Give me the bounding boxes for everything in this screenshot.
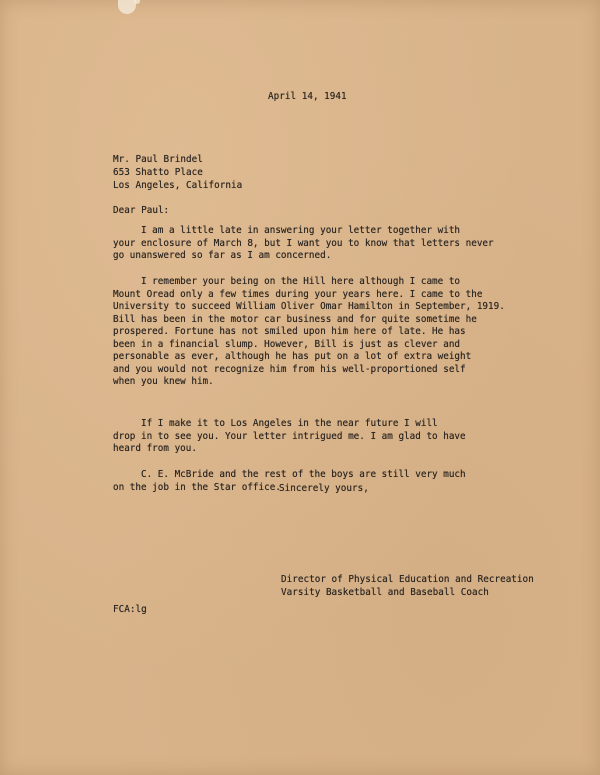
- paragraph-line: and you would not recognize him from his well-proportioned self: [113, 363, 466, 375]
- paragraph-line: when you knew him.: [113, 376, 214, 387]
- typist-initials: FCA:lg: [113, 604, 147, 615]
- paragraph-line: I am a little late in answering your letter together with: [113, 225, 461, 236]
- paper-tear-mark-small: [134, 0, 140, 4]
- salutation: Dear Paul:: [113, 205, 170, 216]
- paragraph-line: personable as ever, although he has put on a lot of extra weight: [113, 351, 472, 362]
- paragraph-line: your enclosure of March 8, but I want you to know that letters never: [113, 237, 494, 249]
- paragraph-line: been in a financial slump. However, Bill is just as clever and: [113, 338, 461, 350]
- recipient-street: 653 Shatto Place: [113, 167, 203, 178]
- paragraph-line: I remember your being on the Hill here although I came to: [113, 276, 461, 287]
- paragraph-line: C. E. McBride and the rest of the boys are still very much: [113, 469, 466, 480]
- paragraph-line: drop in to see you. Your letter intrigued me. I am glad to have: [113, 430, 466, 442]
- closing: Sincerely yours,: [279, 483, 369, 494]
- recipient-city: Los Angeles, California: [113, 180, 243, 191]
- paragraph-line: If I make it to Los Angeles in the near future I will: [113, 418, 438, 429]
- paragraph-3: [113, 418, 466, 456]
- paragraph-2: [113, 276, 505, 389]
- paragraph-line: Bill has been in the motor car business and for quite sometime he: [113, 313, 477, 325]
- paragraph-1: [113, 225, 494, 263]
- paragraph-line: go unanswered so far as I am concerned.: [113, 250, 332, 261]
- signature-title-line-1: Director of Physical Education and Recreation: [281, 574, 534, 585]
- signature-title-line-2: Varsity Basketball and Baseball Coach: [281, 587, 489, 598]
- paragraph-line: on the job in the Star office.: [113, 481, 281, 493]
- letter-date: April 14, 1941: [268, 91, 347, 102]
- recipient-name: Mr. Paul Brindel: [113, 154, 203, 165]
- paragraph-line: heard from you.: [113, 443, 197, 454]
- paragraph-line: Mount Oread only a few times during your years here. I came to the: [113, 288, 483, 300]
- paragraph-line: prospered. Fortune has not smiled upon him here of late. He has: [113, 326, 466, 337]
- paragraph-line: University to succeed William Oliver Omar Hamilton in September, 1919.: [113, 301, 505, 312]
